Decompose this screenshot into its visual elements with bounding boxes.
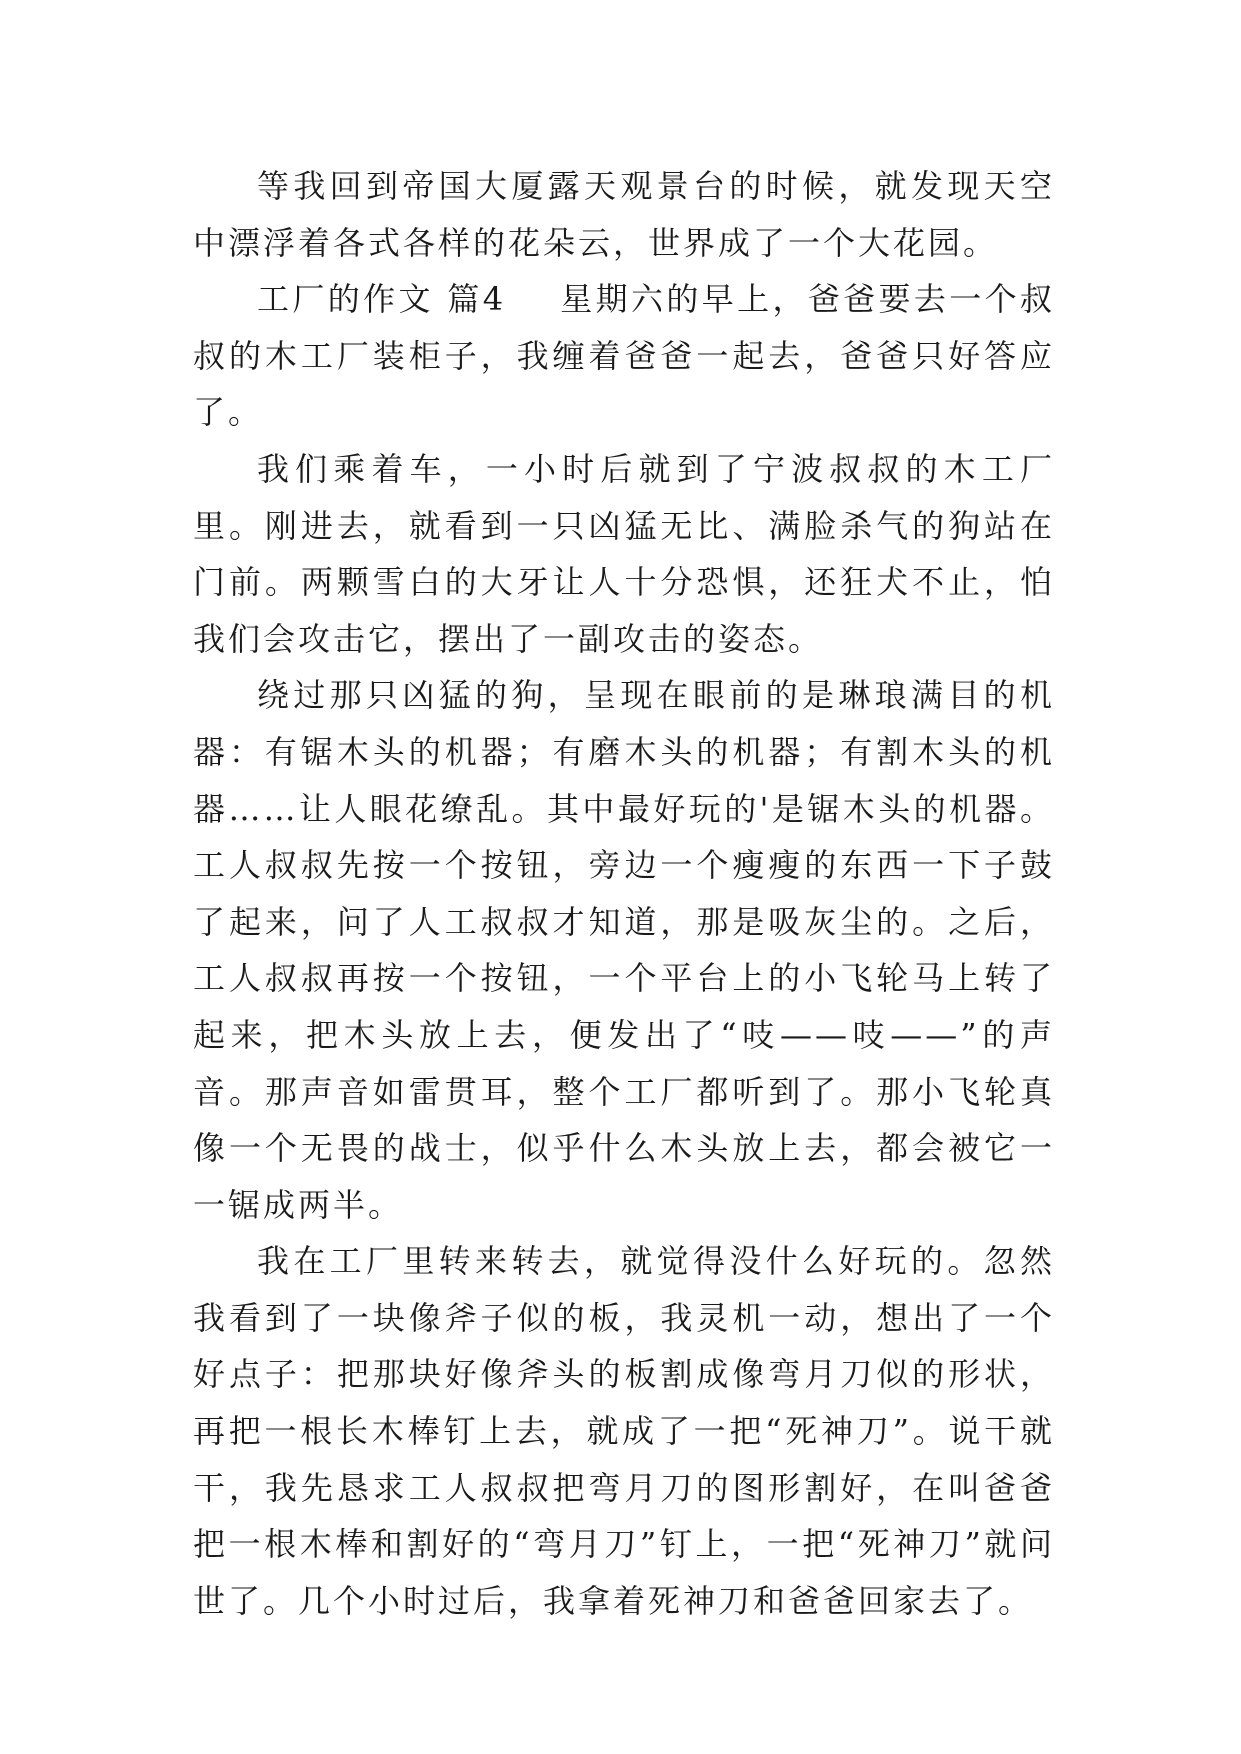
paragraph-arrival: 我们乘着车，一小时后就到了宁波叔叔的木工厂里。刚进去，就看到一只凶猛无比、满脸杀气的狗站在门前。两颗雪白的大牙让人十分恐惧，还狂犬不止，怕我们会攻击它，摆出了一副攻击的姿态。 (193, 449, 1055, 658)
section-first-paragraph: 星期六的早上，爸爸要去一个叔叔的木工厂装柜子，我缠着爸爸一起去，爸爸只好答应了。 (193, 280, 1055, 432)
paragraph-intro: 等我回到帝国大厦露天观景台的时候，就发现天空中漂浮着各式各样的花朵云，世界成了一个大花园。 (193, 167, 1055, 262)
section-number: 篇4 (447, 280, 507, 319)
paragraph-machines: 绕过那只凶猛的狗，呈现在眼前的是琳琅满目的机器：有锯木头的机器；有磨木头的机器；有割木头的机器……让人眼花缭乱。其中最好玩的'是锯木头的机器。工人叔叔先按一个按钮，旁边一个瘦瘦的东西一下子鼓了起来，问了人工叔叔才知道，那是吸灰尘的。之后，工人叔叔再按一个按钮，一个平台上的小飞轮马上转了起来，把木头放上去，便发出了“吱——吱——”的声音。那声音如雷贯耳，整个工厂都听到了。那小飞轮真像一个无畏的战士，似乎什么木头放上去，都会被它一一锯成两半。 (193, 676, 1055, 1224)
article-body (193, 158, 1055, 1629)
section-title: 工厂的作文 (257, 280, 434, 319)
paragraph-death-blade: 我在工厂里转来转去，就觉得没什么好玩的。忽然我看到了一块像斧子似的板，我灵机一动，想出了一个好点子：把那块好像斧头的板割成像弯月刀似的形状，再把一根长木棒钉上去，就成了一把“死神刀”。说干就干，我先恳求工人叔叔把弯月刀的图形割好，在叫爸爸把一根木棒和割好的“弯月刀”钉上，一把“死神刀”就问世了。几个小时过后，我拿着死神刀和爸爸回家去了。 (193, 1242, 1055, 1620)
section-paragraph (193, 271, 1055, 441)
